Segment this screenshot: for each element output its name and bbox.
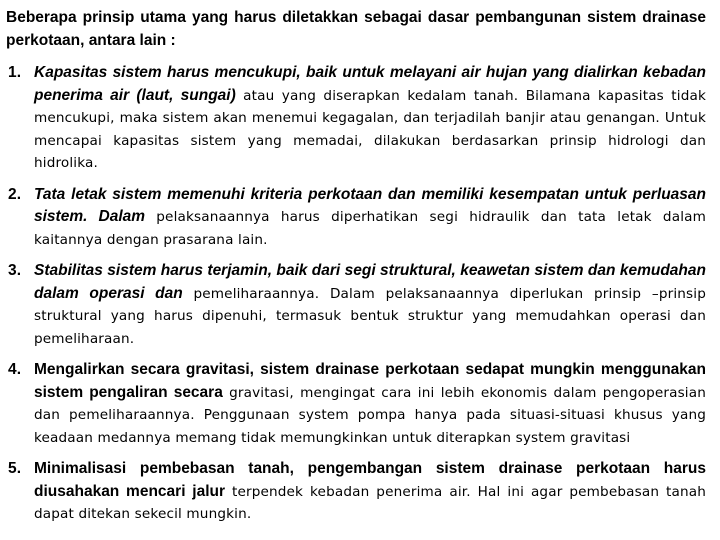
item-number: 1. [8,64,22,81]
item-lead-text: Stabilitas sistem harus terjamin, baik dari segi struktural, keawetan sistem dan kemudahan dalam operasi dan [34,262,706,302]
list-item [6,458,706,526]
item-lead-text: Minimalisasi pembebasan tanah, pengembangan sistem drainase perkotaan harus diusahakan mencari jalur [34,460,706,500]
principles-list [6,62,706,526]
item-number: 4. [8,361,22,378]
list-item [6,359,706,449]
item-body-text: pelaksanaannya harus diperhatikan segi hidraulik dan tata letak dalam kaitannya dengan prasarana lain. [34,209,706,248]
list-item [6,260,706,350]
item-lead-text: Mengalirkan secara gravitasi, sistem drainase perkotaan sedapat mungkin menggunakan sistem pengaliran secara [34,361,706,401]
list-item [6,62,706,175]
item-lead-text: Kapasitas sistem harus mencukupi, baik untuk melayani air hujan yang dialirkan kebadan penerima air (laut, sungai) [34,64,706,104]
list-item [6,184,706,252]
intro-paragraph: Beberapa prinsip utama yang harus diletakkan sebagai dasar pembangunan sistem drainase perkotaan, antara lain : [6,9,706,49]
item-number: 2. [8,185,22,203]
item-number: 3. [8,262,22,279]
document-page [6,6,706,535]
item-body-text: atau yang diserapkan kedalam tanah. Bilamana kapasitas tidak mencukupi, maka sistem akan menemui kegagalan, dan terjadilah banjir atau genangan. Untuk mencapai kapasitas sistem yang memadai, dilakukan berdasarkan prinsip hidrologi dan hidrolika. [34,87,706,171]
item-body-text: terpendek kebadan penerima air. Hal ini agar pembebasan tanah dapat ditekan sekecil mungkin. [34,483,707,522]
item-lead-text: Tata letak sistem memenuhi kriteria perkotaan dan memiliki kesempatan untuk perluasan sistem. Dalam [34,185,706,225]
item-number: 5. [8,460,22,477]
item-body-text: gravitasi, mengingat cara ini lebih ekonomis dalam pengoperasian dan pemeliharaannya. Penggunaan system pompa hanya pada situasi-situasi khusus yang keadaan medannya memang tidak memungkinkan untuk diterapkan system gravitasi [34,384,706,446]
item-body-text: pemeliharaannya. Dalam pelaksanaannya diperlukan prinsip –prinsip struktural yang harus dipenuhi, termasuk bentuk struktur yang memudahkan operasi dan pemeliharaan. [34,285,706,347]
